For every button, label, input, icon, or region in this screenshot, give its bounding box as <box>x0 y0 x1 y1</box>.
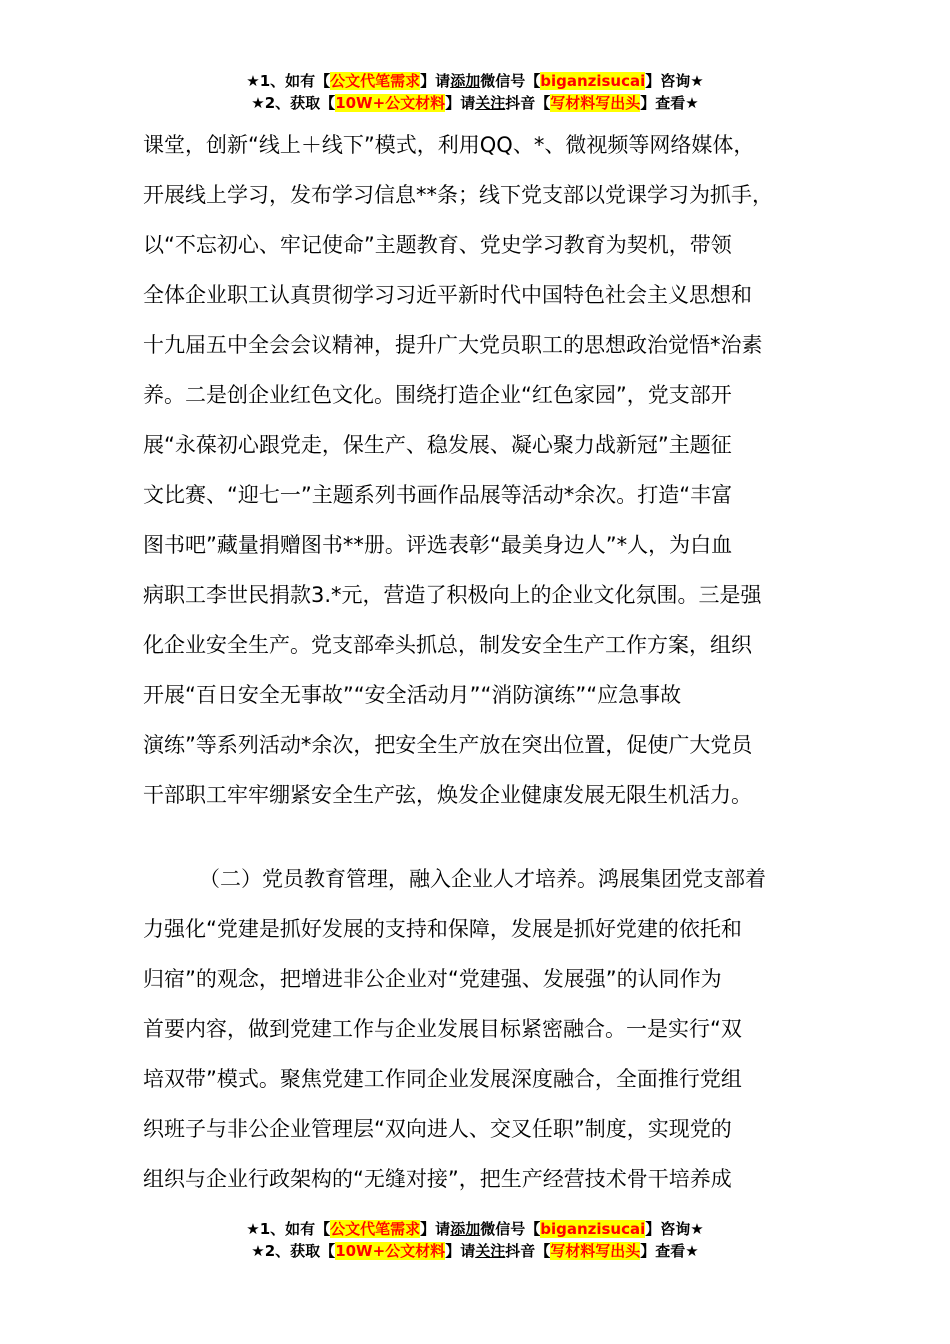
text-line: 干部职工牢牢绷紧安全生产弦，焕发企业健康发展无限生机活力。 <box>143 783 752 807</box>
document-body-section-2 <box>143 854 823 1204</box>
text-line: 图书吧”藏量捐赠图书**册。评选表彰“最美身边人”*人，为白血 <box>143 533 733 557</box>
banner-text: 】咨询★ <box>645 72 704 90</box>
footer-banner-line-1 <box>0 1218 950 1240</box>
footer-banner <box>0 1218 950 1262</box>
text-line: 以“不忘初心、牢记使命”主题教育、党史学习教育为契机，带领 <box>143 233 732 257</box>
text-line: 全体企业职工认真贯彻学习习近平新时代中国特色社会主义思想和 <box>143 283 752 307</box>
text-line: 开展“百日安全无事故”“安全活动月”“消防演练”“应急事故 <box>143 683 682 707</box>
highlight-wechat-id: biganzisucai <box>540 1220 646 1238</box>
text-line: 养。二是创企业红色文化。围绕打造企业“红色家园”，党支部开 <box>143 383 732 407</box>
banner-text: 微信号【 <box>480 1220 541 1238</box>
banner-text: ★1、如有【 <box>246 1220 331 1238</box>
footer-banner-line-2 <box>0 1240 950 1262</box>
banner-text: 】查看★ <box>640 94 699 112</box>
text-line: 首要内容，做到党建工作与企业发展目标紧密融合。一是实行“双 <box>143 1017 742 1041</box>
text-line: 归宿”的观念，把增进非公企业对“党建强、发展强”的认同作为 <box>143 967 722 991</box>
paragraph-1 <box>143 120 823 820</box>
banner-text: 】请 <box>445 1242 476 1260</box>
header-banner-line-2 <box>0 92 950 114</box>
banner-text: 】请 <box>420 72 451 90</box>
highlight-materials: 10W+公文材料 <box>335 94 446 112</box>
text-line: 开展线上学习，发布学习信息**条；线下党支部以党课学习为抓手， <box>143 183 773 207</box>
text-line: （二）党员教育管理，融入企业人才培养。鸿展集团党支部着 <box>199 867 766 891</box>
highlight-ghostwriting: 公文代笔需求 <box>330 1220 421 1238</box>
highlight-douyin: 写材料写出头 <box>550 1242 641 1260</box>
text-line: 化企业安全生产。党支部牵头抓总，制发安全生产工作方案，组织 <box>143 633 752 657</box>
header-banner <box>0 70 950 114</box>
highlight-materials: 10W+公文材料 <box>335 1242 446 1260</box>
text-line: 组织与企业行政架构的“无缝对接”，把生产经营技术骨干培养成 <box>143 1167 732 1191</box>
highlight-ghostwriting: 公文代笔需求 <box>330 72 421 90</box>
banner-text: ★2、获取【 <box>251 1242 336 1260</box>
banner-text: 抖音【 <box>505 1242 551 1260</box>
text-line: 十九届五中全会会议精神，提升广大党员职工的思想政治觉悟*治素 <box>143 333 763 357</box>
banner-text: 微信号【 <box>480 72 541 90</box>
banner-text: ★2、获取【 <box>251 94 336 112</box>
text-line: 织班子与非公企业管理层“双向进人、交叉任职”制度，实现党的 <box>143 1117 732 1141</box>
text-line: 培双带”模式。聚焦党建工作同企业发展深度融合，全面推行党组 <box>143 1067 742 1091</box>
underline-add: 添加 <box>450 1220 481 1238</box>
text-line: 展“永葆初心跟党走，保生产、稳发展、凝心聚力战新冠”主题征 <box>143 433 732 457</box>
document-body <box>143 120 823 820</box>
text-line: 病职工李世民捐款3.*元，营造了积极向上的企业文化氛围。三是强 <box>143 583 762 607</box>
banner-text: 】查看★ <box>640 1242 699 1260</box>
header-banner-line-1 <box>0 70 950 92</box>
text-line: 课堂，创新“线上＋线下”模式，利用QQ、*、微视频等网络媒体， <box>143 133 755 157</box>
banner-text: 】请 <box>445 94 476 112</box>
highlight-douyin: 写材料写出头 <box>550 94 641 112</box>
text-line: 力强化“党建是抓好发展的支持和保障，发展是抓好党建的依托和 <box>143 917 742 941</box>
underline-follow: 关注 <box>475 1242 506 1260</box>
highlight-wechat-id: biganzisucai <box>540 72 646 90</box>
paragraph-2 <box>143 854 823 1204</box>
text-line: 演练”等系列活动*余次，把安全生产放在突出位置，促使广大党员 <box>143 733 753 757</box>
banner-text: 抖音【 <box>505 94 551 112</box>
text-line: 文比赛、“迎七一”主题系列书画作品展等活动*余次。打造“丰富 <box>143 483 733 507</box>
banner-text: ★1、如有【 <box>246 72 331 90</box>
banner-text: 】请 <box>420 1220 451 1238</box>
underline-follow: 关注 <box>475 94 506 112</box>
banner-text: 】咨询★ <box>645 1220 704 1238</box>
underline-add: 添加 <box>450 72 481 90</box>
